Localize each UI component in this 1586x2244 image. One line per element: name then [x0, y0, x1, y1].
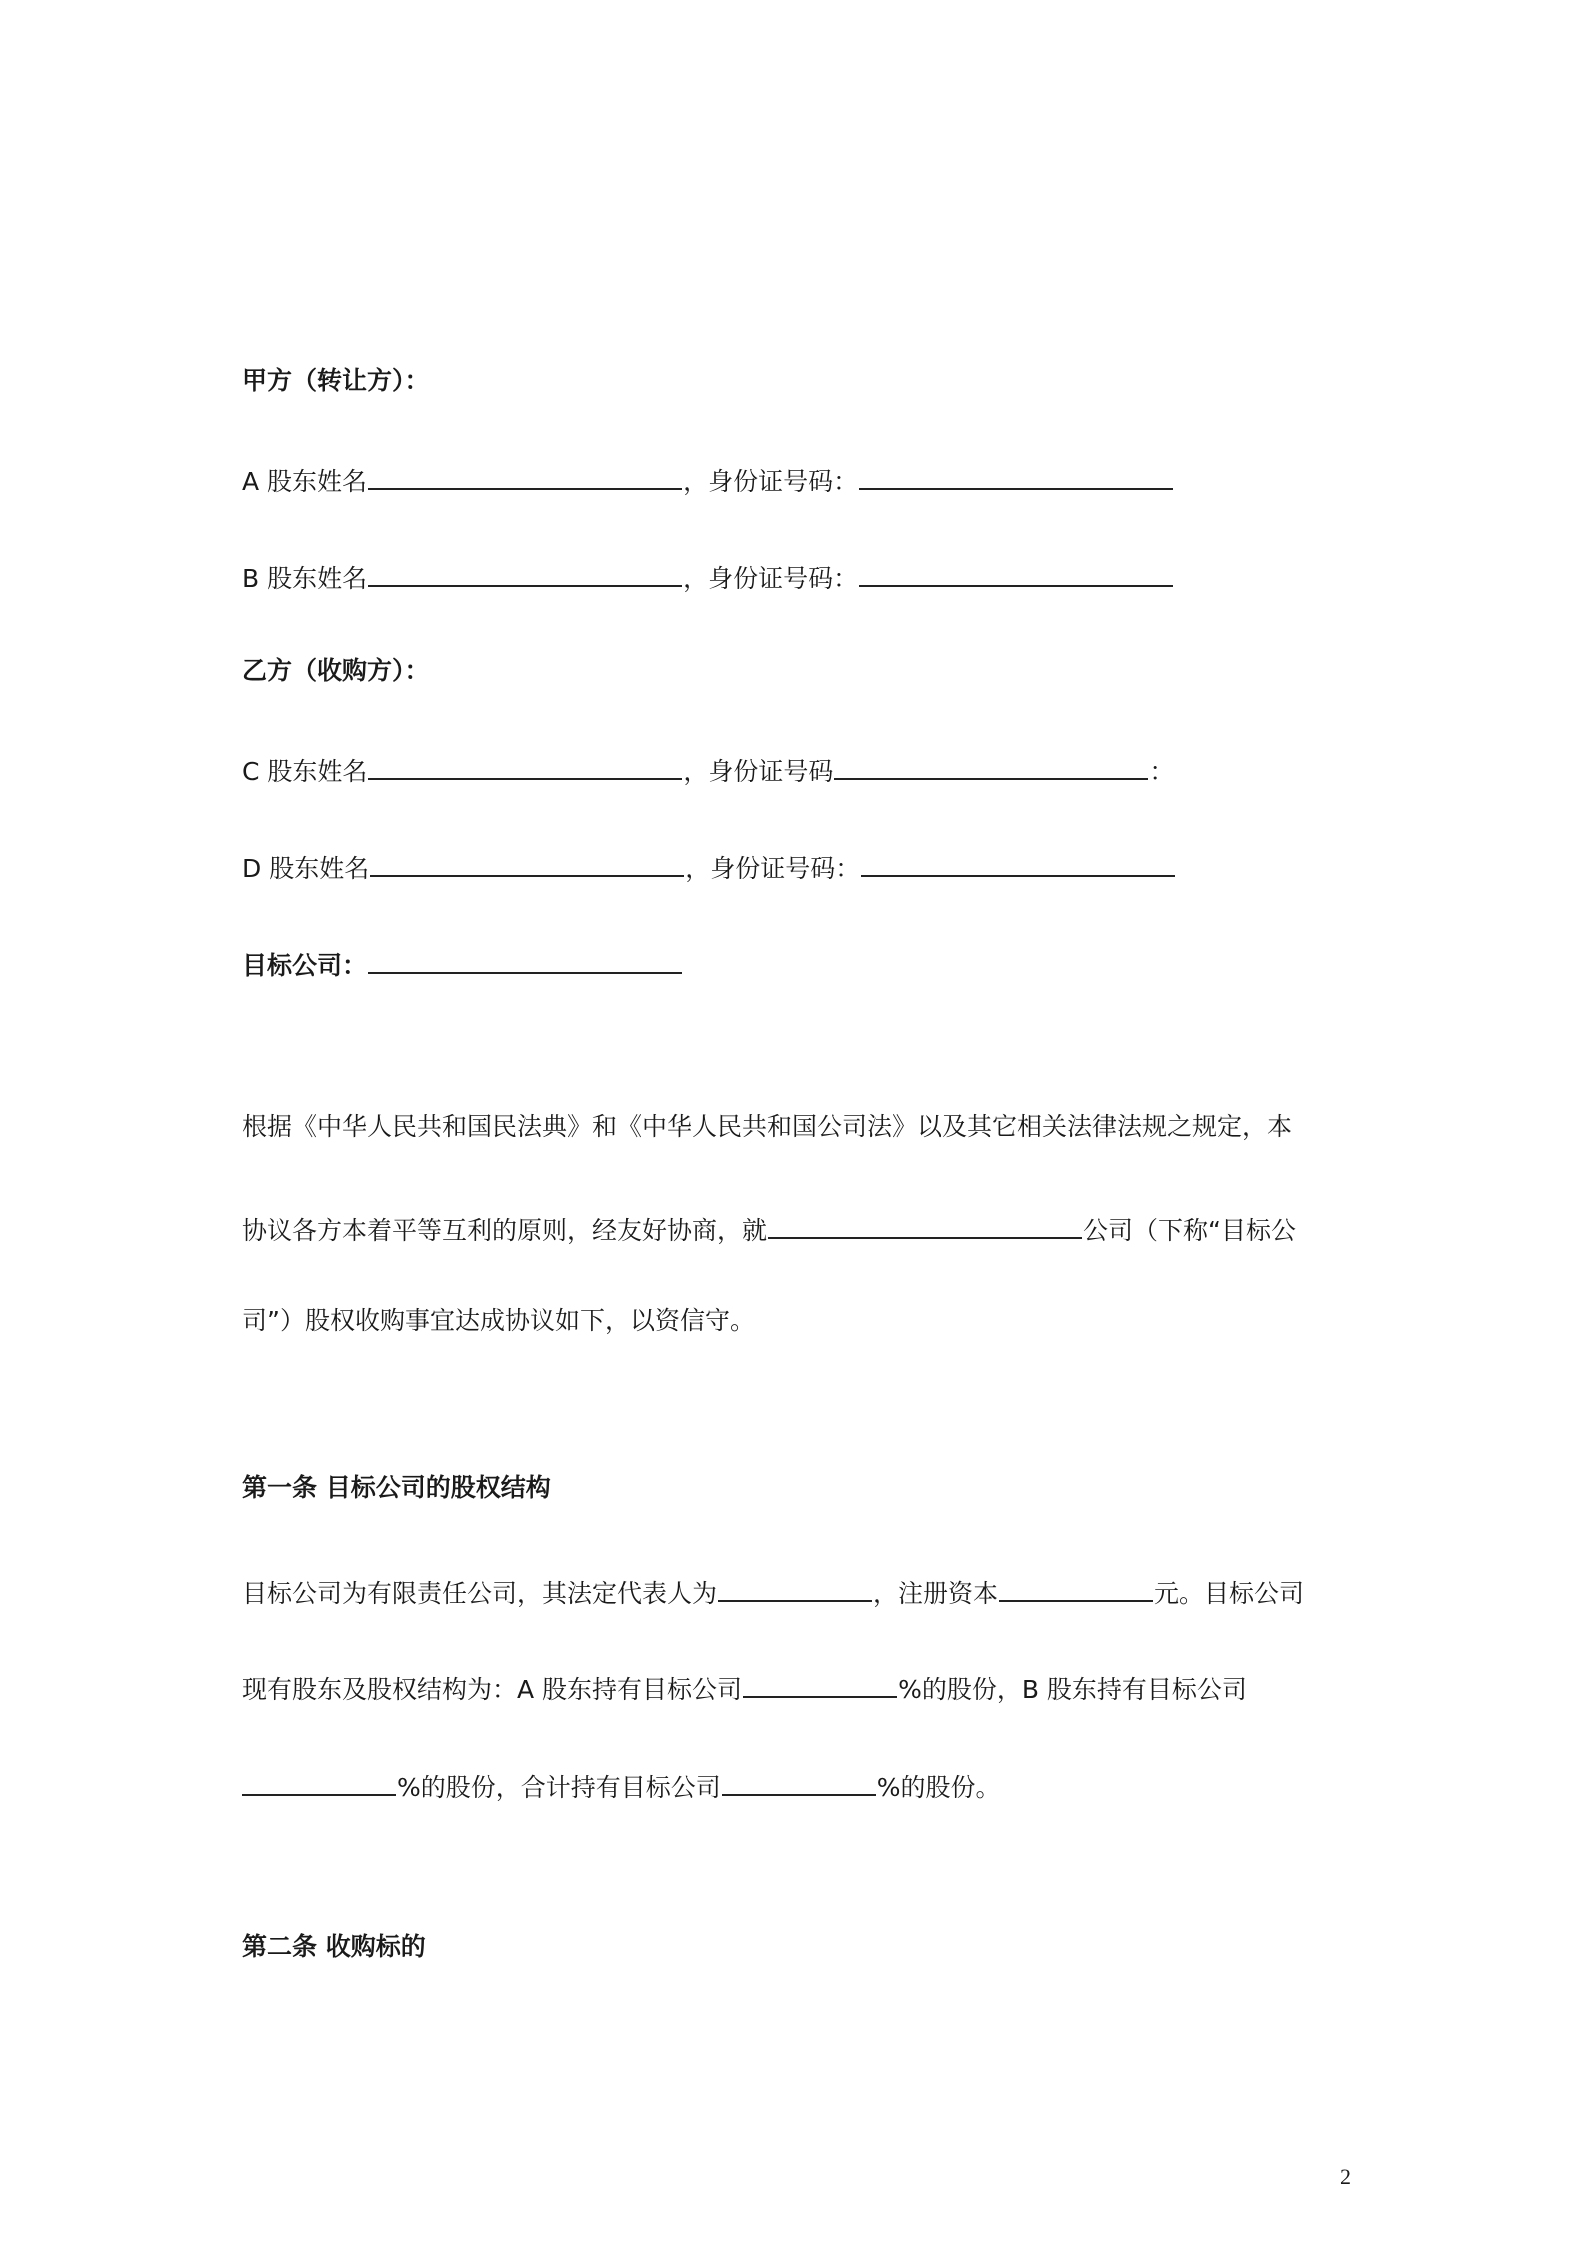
intro-line-3: 司”）股权收购事宜达成协议如下，以资信守。 — [242, 1306, 755, 1335]
company-name-blank[interactable] — [768, 1211, 1082, 1239]
id-label: ，身份证号码： — [683, 467, 859, 496]
target-company-label: 目标公司： — [242, 951, 368, 980]
article-text: %的股份，B 股东持有目标公司 — [898, 1675, 1247, 1704]
shareholder-d-row — [242, 849, 1176, 886]
intro-text: 协议各方本着平等互利的原则，经友好协商，就 — [242, 1216, 768, 1245]
shareholder-c-row — [242, 752, 1174, 789]
total-percent-blank[interactable] — [722, 1768, 876, 1796]
shareholder-d-name-blank[interactable] — [370, 849, 684, 877]
shareholder-c-name-blank[interactable] — [368, 752, 682, 780]
article-1-line-2 — [242, 1670, 1247, 1707]
page-number: 2 — [1340, 2164, 1351, 2189]
article-text: 目标公司为有限责任公司，其法定代表人为 — [242, 1579, 718, 1608]
shareholder-b-name-blank[interactable] — [368, 559, 682, 587]
shareholder-b-percent-blank[interactable] — [242, 1768, 396, 1796]
shareholder-b-id-blank[interactable] — [859, 559, 1173, 587]
shareholder-c-id-blank[interactable] — [834, 752, 1148, 780]
legal-representative-blank[interactable] — [718, 1574, 872, 1602]
target-company-blank[interactable] — [368, 946, 682, 974]
article-text: 现有股东及股权结构为：A 股东持有目标公司 — [242, 1675, 743, 1704]
party-b-heading: 乙方（收购方）： — [242, 656, 430, 685]
intro-line-1: 根据《中华人民共和国民法典》和《中华人民共和国公司法》以及其它相关法律法规之规定，本 — [242, 1112, 1293, 1141]
shareholder-b-label: B 股东姓名 — [242, 564, 368, 593]
colon-text: ： — [1149, 757, 1175, 786]
article-1-title: 第一条 目标公司的股权结构 — [242, 1473, 551, 1502]
shareholder-b-row — [242, 559, 1174, 596]
shareholder-c-label: C 股东姓名 — [242, 757, 368, 786]
article-1-line-3 — [242, 1768, 1001, 1805]
shareholder-a-percent-blank[interactable] — [743, 1670, 897, 1698]
shareholder-d-id-blank[interactable] — [861, 849, 1175, 877]
shareholder-a-row — [242, 462, 1174, 499]
id-label: ，身份证号码： — [685, 854, 861, 883]
shareholder-a-label: A 股东姓名 — [242, 467, 368, 496]
target-company-row — [242, 946, 683, 983]
intro-text: 公司（下称“目标公 — [1083, 1216, 1296, 1245]
article-text: 元。目标公司 — [1154, 1579, 1305, 1608]
shareholder-d-label: D 股东姓名 — [242, 854, 370, 883]
id-label: ，身份证号码 — [683, 757, 834, 786]
article-text: %的股份。 — [876, 1773, 1001, 1802]
party-a-heading: 甲方（转让方）： — [242, 366, 430, 395]
shareholder-a-id-blank[interactable] — [859, 462, 1173, 490]
registered-capital-blank[interactable] — [999, 1574, 1153, 1602]
shareholder-a-name-blank[interactable] — [368, 462, 682, 490]
article-2-title: 第二条 收购标的 — [242, 1932, 426, 1961]
article-text: ，注册资本 — [873, 1579, 999, 1608]
article-1-line-1 — [242, 1574, 1304, 1611]
article-text: %的股份，合计持有目标公司 — [397, 1773, 721, 1802]
id-label: ，身份证号码： — [683, 564, 859, 593]
intro-line-2 — [242, 1211, 1296, 1248]
